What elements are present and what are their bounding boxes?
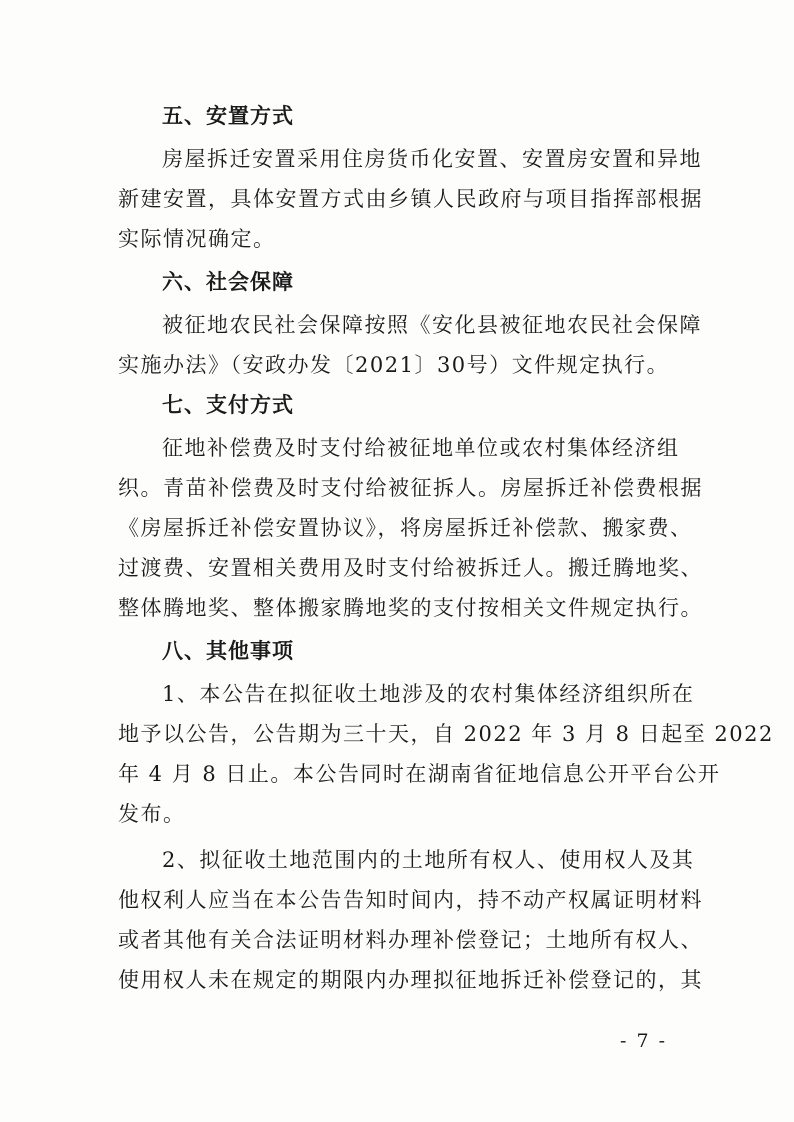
paragraph-payment-method: [118, 428, 703, 628]
text-line: 他权利人应当在本公告告知时间内，持不动产权属证明材料: [118, 888, 703, 912]
text-line: 年 4 月 8 日止。本公告同时在湖南省征地信息公开平台公开: [118, 762, 721, 786]
text-line: 被征地农民社会保障按照《安化县被征地农民社会保障: [162, 313, 702, 337]
document-body: [118, 96, 774, 1000]
text-line: 房屋拆迁安置采用住房货币化安置、安置房安置和异地: [162, 147, 702, 171]
section-heading-payment-method: 七、支付方式: [162, 392, 294, 417]
paragraph-other-item-2: [118, 840, 703, 1000]
text-line: 织。青苗补偿费及时支付给被征拆人。房屋拆迁补偿费根据: [118, 476, 703, 500]
section-heading-other-matters: 八、其他事项: [162, 638, 294, 663]
section-heading-resettlement: 五、安置方式: [162, 103, 294, 128]
text-line: 过渡费、安置相关费用及时支付给被拆迁人。搬迁腾地奖、: [118, 556, 703, 580]
text-line: 地予以公告，公告期为三十天，自 2022 年 3 月 8 日起至 2022: [118, 722, 774, 746]
text-line: 或者其他有关合法证明材料办理补偿登记；土地所有权人、: [118, 928, 703, 952]
paragraph-resettlement: [118, 139, 703, 259]
text-line: 实施办法》（安政办发〔2021〕30号）文件规定执行。: [118, 353, 670, 377]
text-line: 使用权人未在规定的期限内办理拟征地拆迁补偿登记的，其: [118, 968, 703, 992]
text-line: 1、本公告在拟征收土地涉及的农村集体经济组织所在: [162, 682, 695, 706]
paragraph-other-item-1: [118, 674, 774, 834]
text-line: 《房屋拆迁补偿安置协议》，将房屋拆迁补偿款、搬家费、: [118, 516, 693, 540]
text-line: 发布。: [118, 802, 186, 826]
section-heading-social-security: 六、社会保障: [162, 269, 294, 294]
text-line: 征地补偿费及时支付给被征地单位或农村集体经济组: [162, 436, 680, 460]
text-line: 实际情况确定。: [118, 227, 276, 251]
text-line: 整体腾地奖、整体搬家腾地奖的支付按相关文件规定执行。: [118, 596, 703, 620]
text-line: 新建安置，具体安置方式由乡镇人民政府与项目指挥部根据: [118, 187, 703, 211]
page-number: - 7 -: [620, 1030, 668, 1052]
text-line: 2、拟征收土地范围内的土地所有权人、使用权人及其: [162, 848, 695, 872]
paragraph-social-security: [118, 305, 702, 385]
